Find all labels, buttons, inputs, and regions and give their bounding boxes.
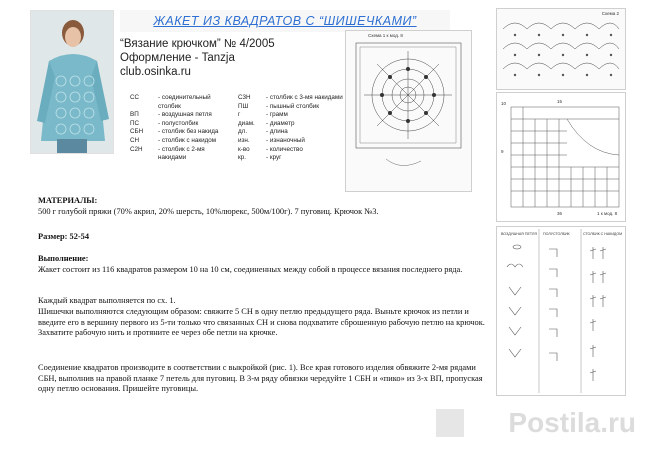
abbreviation-row [130,146,240,155]
abbreviation-row [238,137,348,146]
legend-header: ПОЛУСТОЛБИК [543,232,570,236]
paragraph-square: Каждый квадрат выполняется по сх. 1. [38,296,176,305]
abbreviation-meaning: - изнаночный [266,136,305,144]
fig-label: 1 к мод. 8 [597,211,618,216]
legend-header: СТОЛБИК С НАКИДОМ [583,232,623,236]
abbreviation-key: ПШ [238,102,249,110]
abbreviations-left [130,94,240,163]
watermark: Postila.ru [508,407,636,438]
abbreviation-meaning: - воздушная петля [158,111,212,119]
abbreviation-key: ВП [130,111,139,119]
page-title: ЖАКЕТ ИЗ КВАДРАТОВ С “ШИШЕЧКАМИ” [120,10,450,32]
size-label: Размер: [38,232,68,241]
design-credit: Оформление - Tanzja [120,52,235,64]
abbreviation-key: изн. [238,136,250,144]
abbreviations-right [238,94,348,163]
abbreviation-meaning: - столбик с 3-мя накидами [266,94,343,101]
abbreviation-meaning: - диаметр [266,119,295,127]
abbreviation-meaning: - круг [266,154,282,162]
abbreviation-key: дл. [238,128,248,136]
abbreviation-row [238,111,348,120]
pattern-schema-label: Схема 2 [601,11,619,16]
jacket-layout-diagram [496,92,626,222]
materials-text: 500 г голубой пряжи (70% акрил, 20% шерсть, 10%люрекс, 500м/100г). 7 пуговиц. Крючок №3. [38,206,379,216]
model-photo [30,10,114,154]
size-section [38,232,493,243]
abbreviation-key: к-во [238,145,250,153]
abbreviation-meaning: - полустолбик [158,119,199,127]
abbreviation-meaning: - пышный столбик [266,102,319,110]
abbreviation-key: СН [130,136,140,144]
legend-header: ВОЗДУШНАЯ ПЕТЛЯ [501,232,537,236]
pattern-schema-diagram [496,8,626,90]
dim-label: 15 [557,99,563,104]
paragraph-structure: Жакет состоит из 116 квадратов размером 10 на 10 см, соединенных между собой в процессе вязания последнего ряда. [38,264,463,274]
abbreviation-key: СБН [130,128,144,136]
abbreviation-row [130,111,240,120]
abbreviation-key: С3Н [238,94,251,101]
paragraph-bobbles: Шишечки выполняются следующим образом: свяжите 5 СН в одну петлю предыдущего ряда. Выньте крючок из петли и введите его в вершину первого из 5-ти только что связанных СН и снова подхватите сброшенную рабочую петлю на крючок. Захватите рабочую нить и протяните ее через обе петли на крючке. [38,307,485,337]
abbreviation-key: С2Н [130,145,143,153]
abbreviation-row [130,137,240,146]
abbreviation-meaning: столбик [158,102,181,110]
abbreviation-meaning: - длина [266,128,288,136]
abbreviation-key: кр. [238,154,247,162]
execution-heading: Выполнение: [38,254,89,263]
abbreviation-row [130,128,240,137]
magazine-source: “Вязание крючком” № 4/2005 [120,38,275,50]
abbreviation-key: г [238,111,241,119]
abbreviation-meaning: накидами [158,154,187,162]
abbreviation-row [130,103,240,112]
abbreviation-row [238,154,348,163]
abbreviation-meaning: - грамм [266,111,288,119]
abbreviation-row [238,120,348,129]
dim-label: 9 [501,149,504,154]
abbreviation-row [130,94,240,103]
paragraph-assembly: Соединение квадратов производите в соответствии с выкройкой (рис. 1). Все края готового изделия обвяжите 2-мя рядами СБН, выполнив на правой планке 7 петель для пуговиц. В 3-м ряду обвязки чередуйте 1 СБН и «пико» из 3-х ВП, пропуская одну петлю основания. Пришейте пуговицы. [38,363,483,393]
square-schema-diagram [345,30,472,192]
materials-heading: МАТЕРИАЛЫ: [38,196,98,205]
dim-label: 10 [501,101,507,106]
watermark-logo-icon [436,409,464,437]
abbreviation-key: СС [130,94,140,101]
abbreviation-meaning: - соединительный [158,94,211,101]
stitch-legend-diagram [496,226,626,396]
abbreviation-row [238,128,348,137]
abbreviation-meaning: - количество [266,145,303,153]
abbreviation-meaning: - столбик с 2-мя [158,145,205,153]
abbreviation-row [238,103,348,112]
abbreviation-row [238,146,348,155]
abbreviation-key: диам. [238,119,255,127]
size-value: 52-54 [69,232,90,241]
abbreviation-meaning: - столбик с накидом [158,136,217,144]
dim-label: 36 [557,211,563,216]
execution-section [38,254,493,275]
abbreviation-row [130,154,240,163]
abbreviation-key: ПС [130,119,140,127]
source-site[interactable]: club.osinka.ru [120,66,191,78]
square-schema-label: Схема 1 к мод. 8 [368,33,403,38]
abbreviation-meaning: - столбик без накида [158,128,219,136]
materials-section [38,196,493,217]
abbreviation-row [238,94,348,103]
